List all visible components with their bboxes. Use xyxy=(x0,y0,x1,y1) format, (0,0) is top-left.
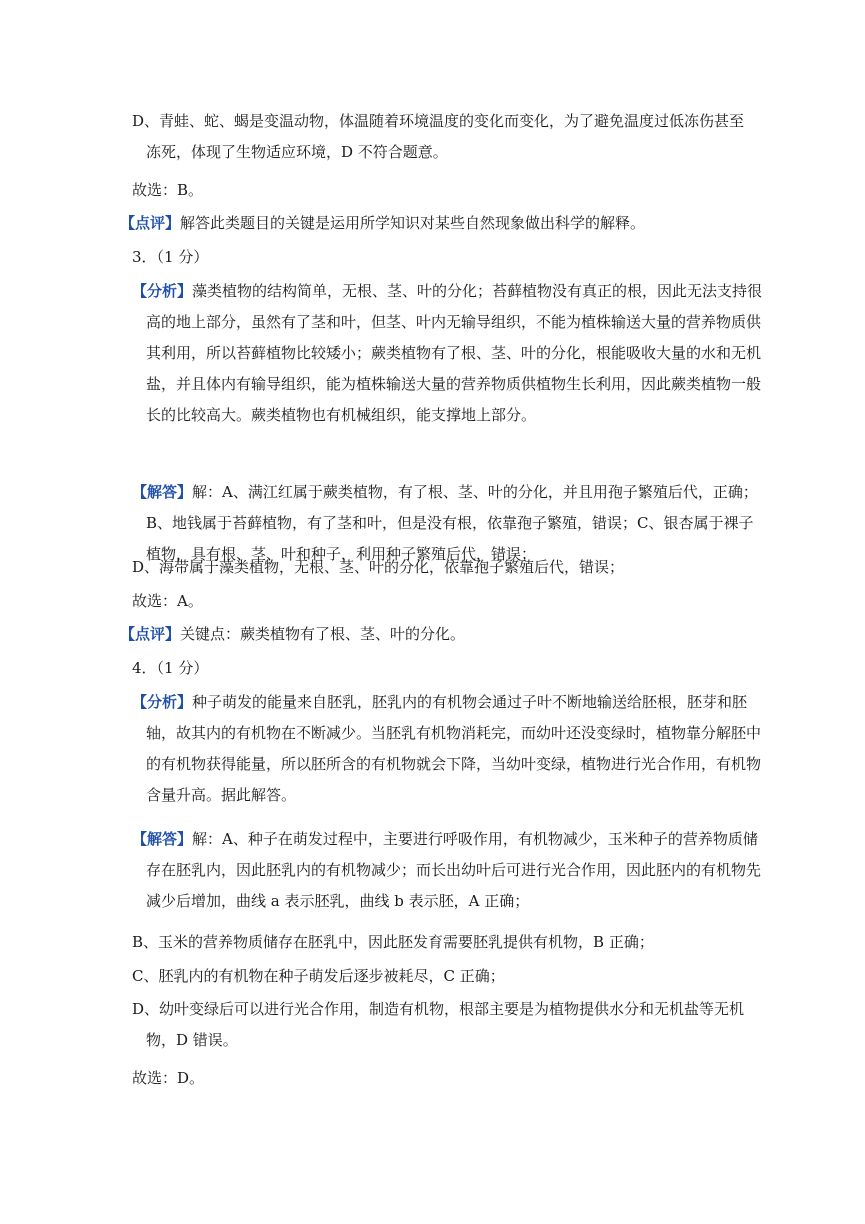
analysis-tag: 【分析】 xyxy=(132,693,193,711)
review-text: 解答此类题目的关键是运用所学知识对某些自然现象做出科学的解释。 xyxy=(180,214,646,232)
q2-option-d xyxy=(132,106,752,168)
analysis-text: 种子萌发的能量来自胚乳，胚乳内的有机物会通过子叶不断地输送给胚根，胚芽和胚轴，故其内的有机物在不断减少。当胚乳有机物消耗完，而幼叶还没变绿时，植物靠分解胚中的有机物获得能量，所以胚所含的有机物就会下降，当幼叶变绿，植物进行光合作用，有机物含量升高。据此解答。 xyxy=(146,693,762,804)
analysis-tag: 【分析】 xyxy=(132,282,193,300)
solution-tag: 【解答】 xyxy=(132,483,193,501)
solution-text: 解：A、满江红属于蕨类植物，有了根、茎、叶的分化，并且用孢子繁殖后代，正确；B、地钱属于苔藓植物，有了茎和叶，但是没有根，依靠孢子繁殖，错误；C、银杏属于裸子植物，具有根、茎、叶和种子，利用种子繁殖后代，错误； xyxy=(146,483,758,563)
review-tag: 【点评】 xyxy=(120,625,181,643)
q3-option-d: D、海带属于藻类植物，无根、茎、叶的分化，依靠孢子繁殖后代，错误； xyxy=(132,558,625,576)
q2-answer: 故选：B。 xyxy=(132,181,204,199)
q3-analysis xyxy=(132,276,766,431)
q4-analysis xyxy=(132,687,766,811)
analysis-text: 藻类植物的结构简单，无根、茎、叶的分化；苔藓植物没有真正的根，因此无法支持很高的地上部分，虽然有了茎和叶，但茎、叶内无输导组织，不能为植株输送大量的营养物质供其利用，所以苔藓植物比较矮小；蕨类植物有了根、茎、叶的分化，根能吸收大量的水和无机盐，并且体内有输导组织，能为植株输送大量的营养物质供植物生长利用，因此蕨类植物一般长的比较高大。蕨类植物也有机械组织，能支撑地上部分。 xyxy=(146,282,763,424)
q3-header: 3．（1 分） xyxy=(132,248,209,266)
q2-review xyxy=(120,208,752,239)
review-tag: 【点评】 xyxy=(120,214,181,232)
q4-option-d: D、幼叶变绿后可以进行光合作用，制造有机物，根部主要是为植物提供水分和无机盐等无机物，D 错误。 xyxy=(132,1000,745,1049)
q3-review xyxy=(120,619,752,650)
q4-answer: 故选：D。 xyxy=(132,1069,205,1087)
solution-text: 解：A、种子在萌发过程中，主要进行呼吸作用，有机物减少，玉米种子的营养物质储存在胚乳内，因此胚乳内的有机物减少；而长出幼叶后可进行光合作用，因此胚内的有机物先减少后增加，曲线 a 表示胚乳，曲线 b 表示胚，A 正确； xyxy=(146,830,762,910)
q4-option-b: B、玉米的营养物质储存在胚乳中，因此胚发育需要胚乳提供有机物，B 正确； xyxy=(132,933,654,951)
solution-tag: 【解答】 xyxy=(132,830,193,848)
q2-option-d-text: D、青蛙、蛇、蝎是变温动物，体温随着环境温度的变化而变化，为了避免温度过低冻伤甚至冻死，体现了生物适应环境，D 不符合题意。 xyxy=(132,112,745,161)
q4-header: 4．（1 分） xyxy=(132,659,209,677)
q4-solution xyxy=(132,824,766,917)
review-text: 关键点：蕨类植物有了根、茎、叶的分化。 xyxy=(180,625,466,643)
q3-answer: 故选：A。 xyxy=(132,592,203,610)
q4-option-c: C、胚乳内的有机物在种子萌发后逐步被耗尽，C 正确； xyxy=(132,967,505,985)
